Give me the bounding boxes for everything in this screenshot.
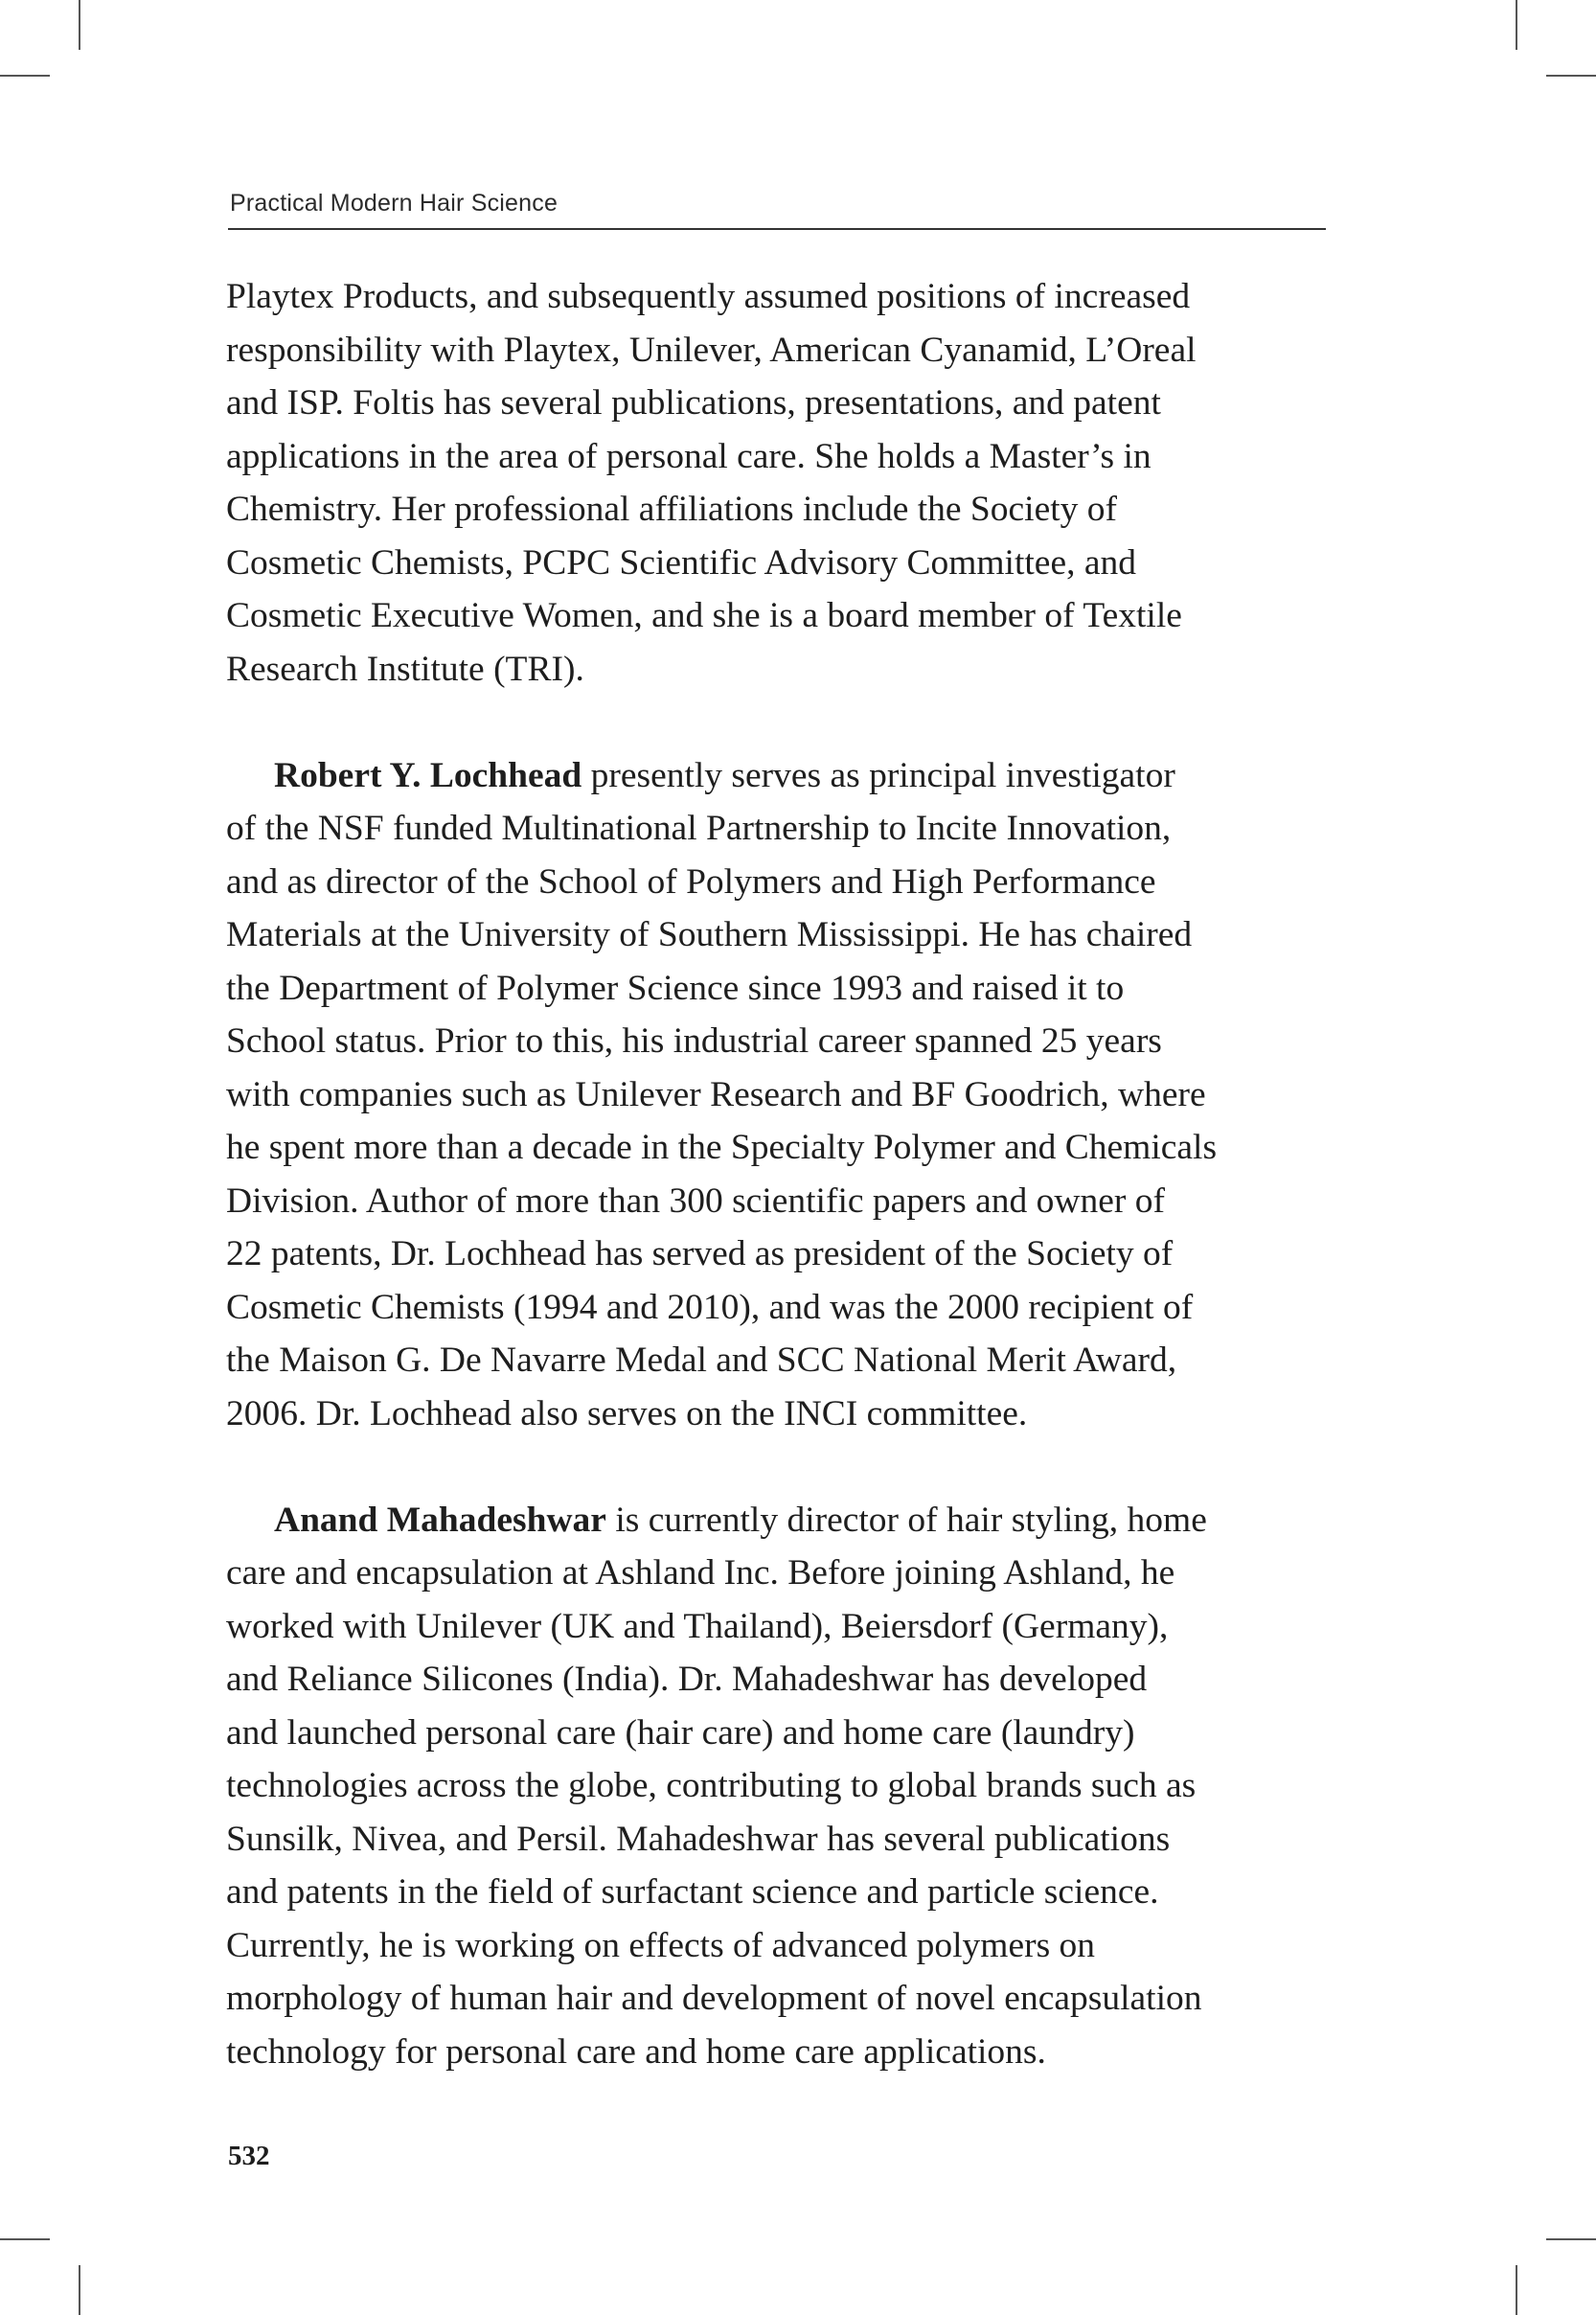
text-line: Division. Author of more than 300 scientific papers and owner of	[226, 1180, 1165, 1221]
body-text	[226, 270, 1337, 2078]
text-line: of the NSF funded Multinational Partnership to Incite Innovation,	[226, 809, 1172, 848]
paragraph-lochhead	[226, 749, 1337, 1441]
page-number: 532	[228, 2141, 270, 2171]
running-head-title: Practical Modern Hair Science	[230, 190, 559, 217]
text-line: and launched personal care (hair care) and home care (laundry)	[226, 1712, 1135, 1753]
crop-mark-bottom-right-vertical	[1516, 2265, 1517, 2315]
text-line: Chemistry. Her professional affiliations include the Society of	[226, 490, 1117, 529]
text-run: is currently director of hair styling, home	[605, 1500, 1207, 1540]
text-line: Materials at the University of Southern Mississippi. He has chaired	[226, 915, 1193, 954]
paragraph-foltis	[226, 270, 1337, 696]
text-line: School status. Prior to this, his industrial career spanned 25 years	[226, 1021, 1162, 1061]
text-line-first	[226, 1494, 1337, 1547]
text-line: Cosmetic Chemists (1994 and 2010), and was the 2000 recipient of	[226, 1287, 1194, 1327]
text-line: care and encapsulation at Ashland Inc. Before joining Ashland, he	[226, 1553, 1175, 1593]
text-line: 22 patents, Dr. Lochhead has served as president of the Society of	[226, 1234, 1174, 1273]
author-name: Anand Mahadeshwar	[274, 1500, 606, 1540]
text-line: the Maison G. De Navarre Medal and SCC National Merit Award,	[226, 1341, 1177, 1380]
text-line: Currently, he is working on effects of advanced polymers on	[226, 1925, 1096, 1965]
text-line: he spent more than a decade in the Specialty Polymer and Chemicals	[226, 1128, 1218, 1167]
text-line: morphology of human hair and development of novel encapsulation	[226, 1979, 1202, 2018]
running-head	[228, 190, 1326, 230]
crop-mark-bottom-left-vertical	[79, 2265, 80, 2315]
text-line: responsibility with Playtex, Unilever, American Cyanamid, L’Oreal	[226, 330, 1197, 370]
crop-mark-bottom-left-horizontal	[0, 2238, 50, 2240]
text-line: and Reliance Silicones (India). Dr. Mahadeshwar has developed	[226, 1660, 1148, 1699]
text-run: presently serves as principal investigator	[581, 755, 1175, 795]
author-name: Robert Y. Lochhead	[274, 755, 582, 795]
text-line: technologies across the globe, contributing to global brands such as	[226, 1766, 1197, 1805]
paragraph-mahadeshwar	[226, 1494, 1337, 2079]
text-line: Playtex Products, and subsequently assumed positions of increased	[226, 277, 1191, 316]
text-line-first	[226, 749, 1337, 803]
text-line: Sunsilk, Nivea, and Persil. Mahadeshwar has several publications	[226, 1819, 1171, 1859]
text-line: and as director of the School of Polymers and High Performance	[226, 861, 1156, 902]
text-line: the Department of Polymer Science since 1993 and raised it to	[226, 968, 1125, 1008]
paragraph-spacer	[226, 1440, 1337, 1494]
text-line: worked with Unilever (UK and Thailand), Beiersdorf (Germany),	[226, 1606, 1169, 1646]
crop-mark-top-left-vertical	[79, 0, 80, 50]
text-line: Research Institute (TRI).	[226, 649, 584, 689]
text-line: Cosmetic Executive Women, and she is a board member of Textile	[226, 596, 1182, 635]
text-line: 2006. Dr. Lochhead also serves on the INCI committee.	[226, 1393, 1028, 1433]
crop-mark-bottom-right-horizontal	[1546, 2238, 1596, 2240]
crop-mark-top-right-vertical	[1516, 0, 1517, 50]
paragraph-spacer	[226, 696, 1337, 749]
crop-mark-top-right-horizontal	[1546, 75, 1596, 77]
text-line: technology for personal care and home care applications.	[226, 2031, 1046, 2072]
text-line: applications in the area of personal care. She holds a Master’s in	[226, 436, 1151, 476]
text-line: and patents in the field of surfactant science and particle science.	[226, 1872, 1159, 1912]
text-line: Cosmetic Chemists, PCPC Scientific Advisory Committee, and	[226, 542, 1136, 583]
text-line: and ISP. Foltis has several publications, presentations, and patent	[226, 383, 1161, 423]
text-line: with companies such as Unilever Research and BF Goodrich, where	[226, 1074, 1206, 1114]
crop-mark-top-left-horizontal	[0, 75, 50, 77]
